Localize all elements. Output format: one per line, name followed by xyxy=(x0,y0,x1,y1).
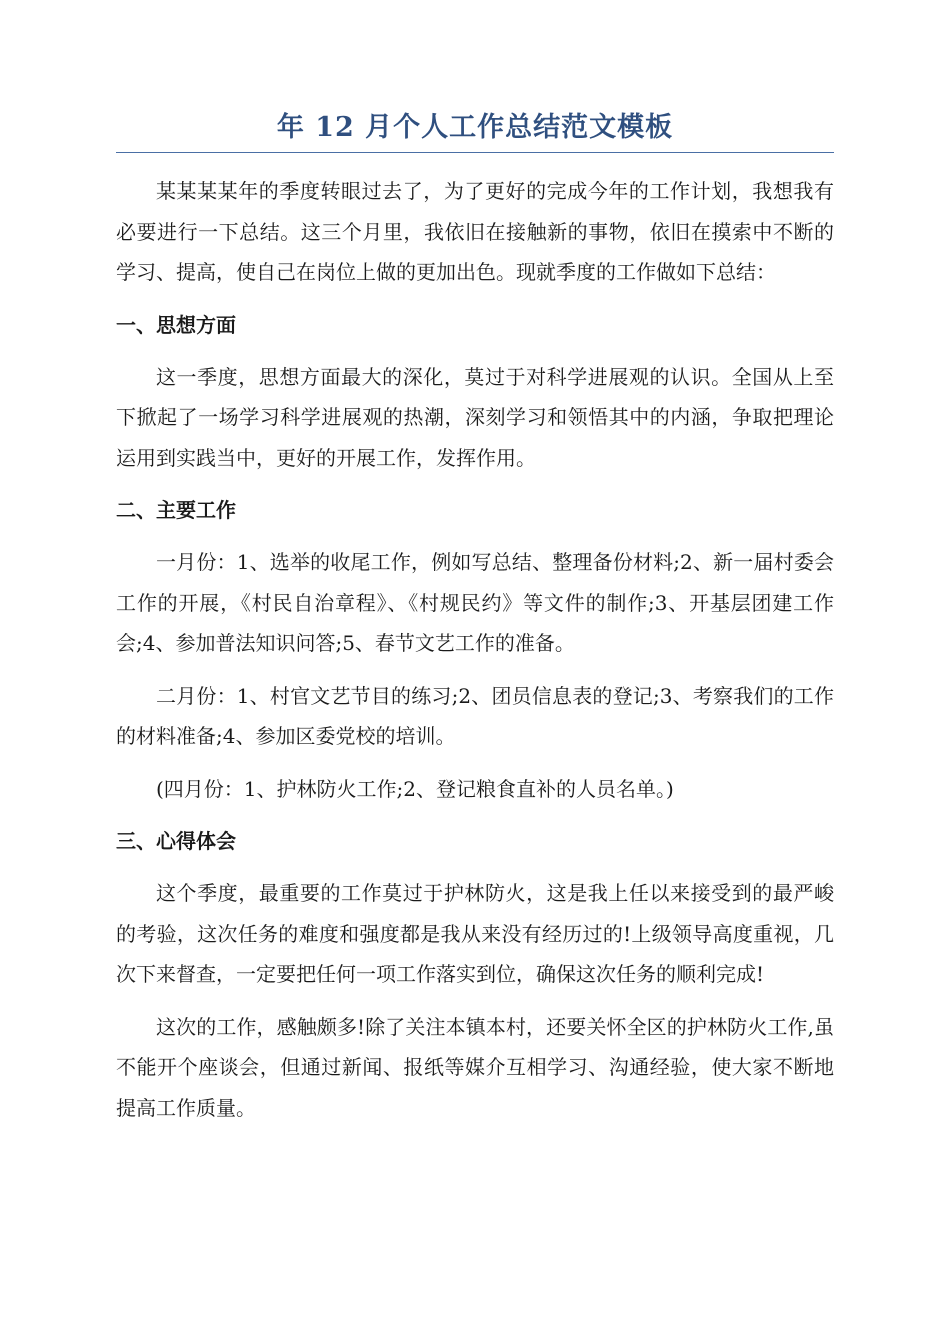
experience-paragraph-2: 这次的工作，感触颇多!除了关注本镇本村，还要关怀全区的护林防火工作,虽不能开个座谈会，但通过新闻、报纸等媒介互相学习、沟通经验，使大家不断地提高工作质量。 xyxy=(116,1014,834,1120)
thought-paragraph: 这一季度，思想方面最大的深化，莫过于对科学进展观的认识。全国从上至下掀起了一场学习科学进展观的热潮，深刻学习和领悟其中的内涵，争取把理论运用到实践当中，更好的开展工作，发挥作用。 xyxy=(116,364,834,470)
intro-paragraph: 某某某某年的季度转眼过去了，为了更好的完成今年的工作计划，我想我有必要进行一下总结。这三个月里，我依旧在接触新的事物，依旧在摸索中不断的学习、提高，使自己在岗位上做的更加出色。现就季度的工作做如下总结： xyxy=(116,179,834,284)
february-paragraph: 二月份：1、村官文艺节目的练习;2、团员信息表的登记;3、考察我们的工作的材料准备;4、参加区委党校的培训。 xyxy=(116,683,834,748)
section-heading-main-work: 二、主要工作 xyxy=(116,498,236,522)
section-heading-experience: 三、心得体会 xyxy=(116,829,236,853)
section-heading-thought: 一、思想方面 xyxy=(116,312,236,337)
january-paragraph: 一月份：1、选举的收尾工作，例如写总结、整理备份材料;2、新一届村委会工作的开展，《村民自治章程》、《村规民约》等文件的制作;3、开基层团建工作会;4、参加普法知识问答;5、春节文艺工作的准备。 xyxy=(116,550,834,655)
experience-paragraph-1: 这个季度，最重要的工作莫过于护林防火，这是我上任以来接受到的最严峻的考验，这次任务的难度和强度都是我从来没有经历过的!上级领导高度重视，几次下来督查，一定要把任何一项工作落实到位，确保这次任务的顺利完成! xyxy=(116,881,834,986)
document-title: 年 12 月个人工作总结范文模板 xyxy=(116,108,834,153)
april-paragraph: (四月份：1、护林防火工作;2、登记粮食直补的人员名单。) xyxy=(156,776,674,801)
document-page xyxy=(116,108,834,1128)
